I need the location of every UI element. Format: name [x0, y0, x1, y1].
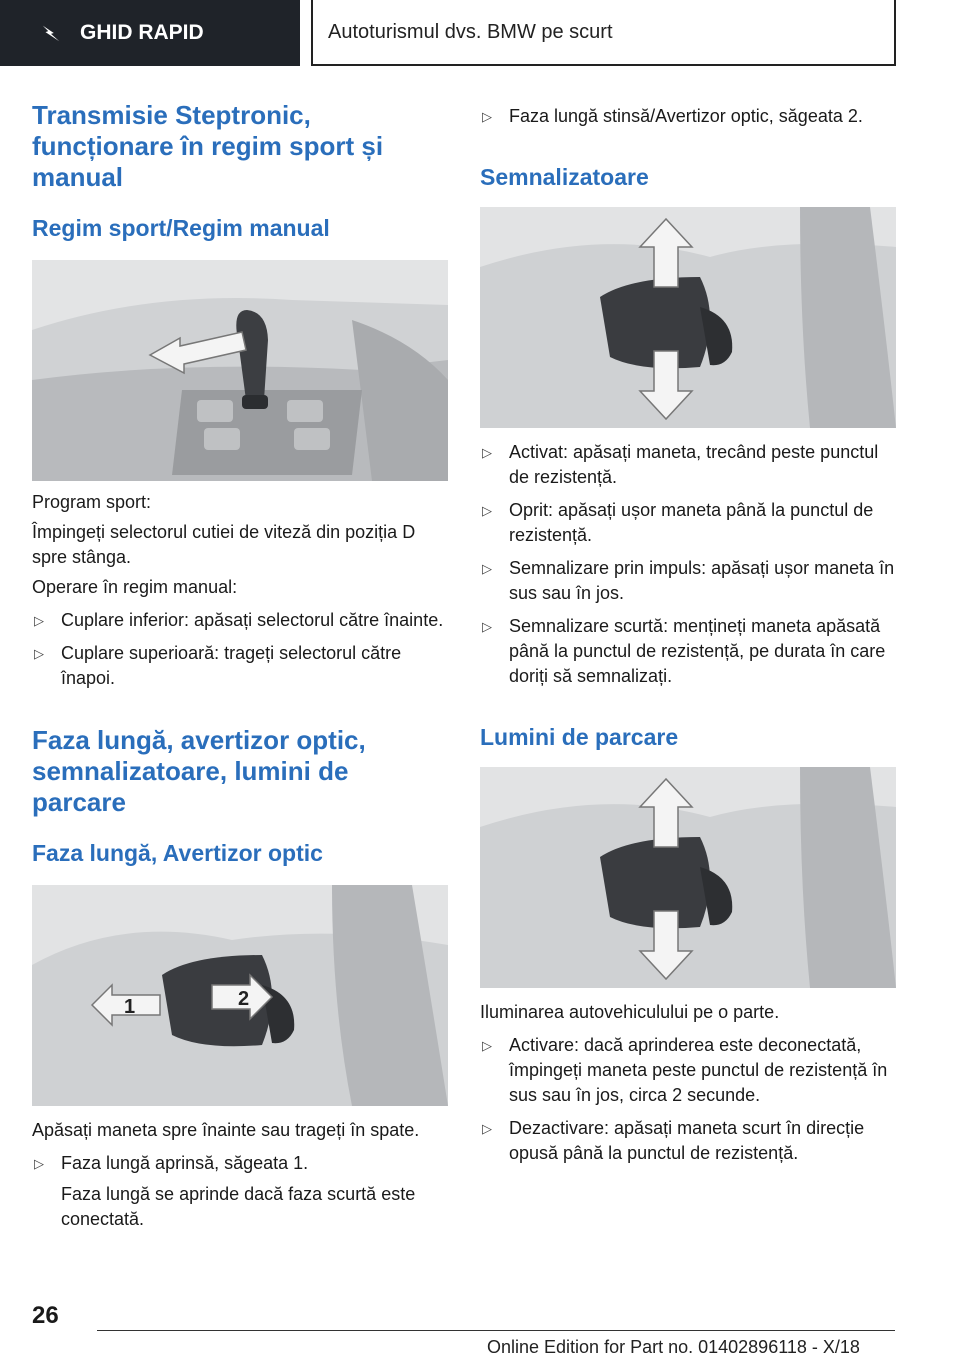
- bullet-triangle-icon: ▷: [34, 646, 44, 661]
- section-title-beam: Faza lungă, avertizor optic, semnalizatoare, lumini de parcare: [32, 725, 366, 817]
- lightning-icon: [40, 22, 62, 44]
- subsection-title-parking: Lumini de parcare: [480, 724, 679, 750]
- page-number: 26: [32, 1302, 59, 1329]
- list-item: ▷ Activat: apăsați maneta, trecând peste punctul de rezistență.: [482, 442, 879, 487]
- parking-light-figure: [480, 767, 896, 988]
- chapter-title: Autoturismul dvs. BMW pe scurt: [311, 0, 896, 66]
- bullet-triangle-icon: ▷: [34, 613, 44, 628]
- arrow-1-label: 1: [124, 996, 136, 1018]
- list-item: ▷ Faza lungă stinsă/Avertizor optic, săgeata 2.: [480, 104, 896, 129]
- right-column: [480, 100, 896, 1166]
- sport-program-label: Program sport:: [32, 492, 152, 512]
- bullet-triangle-icon: ▷: [482, 561, 492, 576]
- beam-note: Faza lungă se aprinde dacă faza scurtă este conectată.: [61, 1184, 416, 1229]
- subsection-title-sport-manual: Regim sport/Regim manual: [32, 215, 330, 241]
- subsection-title-signals: Semnalizatoare: [480, 164, 649, 190]
- list-item: ▷ Dezactivare: apăsați maneta scurt în direcție opusă până la punctul de rezistență.: [482, 1118, 865, 1163]
- high-beam-stalk-figure: [32, 885, 448, 1106]
- bullet-triangle-icon: ▷: [34, 1156, 44, 1171]
- bullet-triangle-icon: ▷: [482, 445, 492, 460]
- bullet-triangle-icon: ▷: [482, 503, 492, 518]
- list-item: ▷ Oprit: apăsați ușor maneta până la punctul de rezistență.: [482, 500, 874, 545]
- parking-intro: Iluminarea autovehiculului pe o parte.: [480, 1002, 780, 1022]
- footer-divider: [97, 1330, 895, 1331]
- list-item: ▷ Semnalizare prin impuls: apăsați ușor maneta în sus sau în jos.: [482, 558, 895, 603]
- turn-signal-figure: [480, 207, 896, 428]
- stalk-instruction: Apăsați maneta spre înainte sau trageți în spate.: [32, 1120, 420, 1140]
- sport-program-text: Împingeți selectorul cutiei de viteză din poziția D spre stânga.: [32, 522, 416, 567]
- list-item: ▷ Faza lungă aprinsă, săgeata 1.: [32, 1151, 448, 1176]
- section-title-steptronic: Transmisie Steptronic, funcționare în regim sport și manual: [32, 100, 384, 192]
- arrow-2-label: 2: [238, 988, 250, 1010]
- quick-guide-label: GHID RAPID: [80, 21, 204, 44]
- online-edition-text: Online Edition for Part no. 01402896118 - X/18: [487, 1337, 860, 1357]
- left-column: [32, 100, 448, 1232]
- bullet-triangle-icon: ▷: [482, 1038, 492, 1053]
- list-item: ▷ Cuplare superioară: trageți selectorul către înapoi.: [34, 643, 402, 688]
- quick-guide-tab[interactable]: [0, 0, 300, 66]
- bullet-triangle-icon: ▷: [482, 619, 492, 634]
- bullet-triangle-icon: ▷: [482, 109, 492, 124]
- list-item: ▷ Cuplare inferior: apăsați selectorul către înainte.: [32, 608, 448, 633]
- manual-mode-label: Operare în regim manual:: [32, 577, 238, 597]
- list-item: ▷ Semnalizare scurtă: mențineți maneta apăsată până la punctul de rezistență, pe durata în care doriți să semnalizați.: [482, 616, 886, 686]
- list-item: ▷ Activare: dacă aprinderea este deconectată, împingeți maneta peste punctul de rezistență în sus sau în jos, circa 2 secunde.: [482, 1035, 888, 1105]
- subsection-title-beam: Faza lungă, Avertizor optic: [32, 840, 323, 866]
- gear-selector-figure: [32, 260, 448, 481]
- page-header: [0, 0, 960, 66]
- bullet-triangle-icon: ▷: [482, 1121, 492, 1136]
